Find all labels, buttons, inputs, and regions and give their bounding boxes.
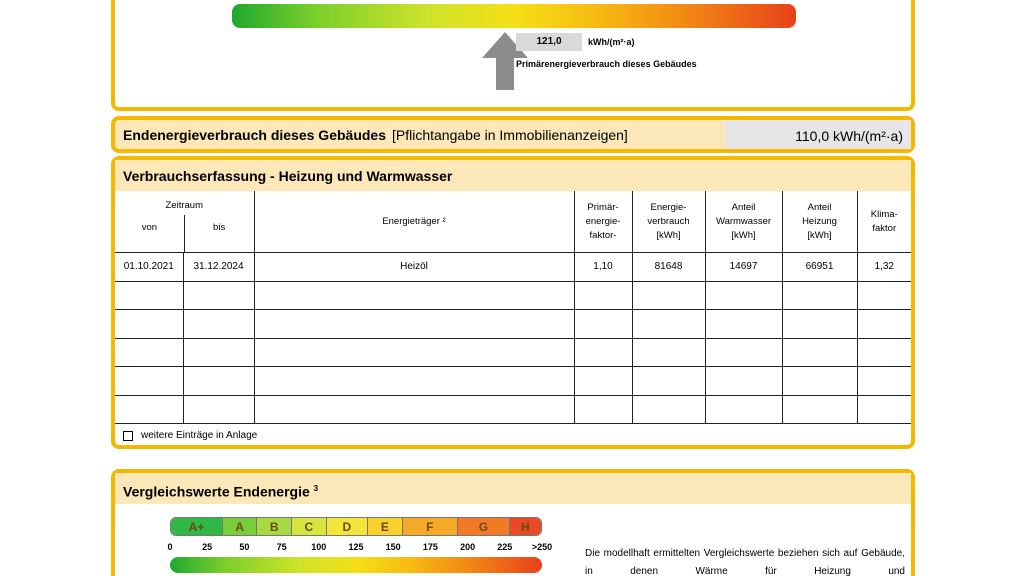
- cell-warmwasser: [705, 338, 782, 367]
- header-warmwasser: Anteil Warmwasser [kWh]: [705, 191, 782, 253]
- consumption-table: [115, 191, 911, 424]
- efficiency-class-a: A: [223, 518, 258, 535]
- table-row: [115, 281, 911, 310]
- header-energietraeger: Energieträger ²: [254, 191, 574, 253]
- comparison-title-text: Vergleichswerte Endenergie: [123, 483, 310, 500]
- cell-bis: [183, 367, 254, 396]
- cell-verbrauch: [632, 395, 705, 424]
- cell-heizung: [782, 367, 857, 396]
- more-entries-label: weitere Einträge in Anlage: [141, 430, 258, 441]
- primary-energy-caption: Primärenergieverbrauch dieses Gebäudes: [516, 59, 697, 69]
- cell-von: [115, 310, 183, 339]
- header-klima: Klima- faktor: [857, 191, 911, 253]
- cell-primaer: [574, 310, 632, 339]
- scale-tick-label: 150: [385, 542, 401, 552]
- cell-klima: [857, 367, 911, 396]
- final-energy-value: 110,0 kWh/(m²·a): [725, 120, 911, 149]
- cell-klima: [857, 310, 911, 339]
- cell-verbrauch: [632, 281, 705, 310]
- cell-warmwasser: [705, 395, 782, 424]
- table-row: [115, 395, 911, 424]
- primary-energy-unit: kWh/(m²·a): [588, 37, 635, 47]
- cell-bis: [183, 281, 254, 310]
- efficiency-class-a-plus: A+: [171, 518, 223, 535]
- cell-von: [115, 338, 183, 367]
- efficiency-class-h: H: [510, 518, 541, 535]
- cell-verbrauch: [632, 367, 705, 396]
- cell-von: [115, 395, 183, 424]
- cell-bis: [183, 310, 254, 339]
- scale-tick-label: 25: [202, 542, 213, 552]
- header-von: von: [115, 215, 185, 252]
- cell-verbrauch: 81648: [632, 253, 705, 282]
- cell-warmwasser: [705, 367, 782, 396]
- efficiency-class-b: B: [257, 518, 292, 535]
- cell-traeger: [254, 395, 574, 424]
- cell-primaer: [574, 367, 632, 396]
- table-row: [115, 310, 911, 339]
- cell-traeger: Heizöl: [254, 253, 574, 282]
- cell-primaer: [574, 281, 632, 310]
- header-primaer: Primär- energie- faktor-: [574, 191, 632, 253]
- scale-tick-label: 0: [167, 542, 173, 552]
- comparison-title-footnote: 3: [313, 484, 319, 493]
- primary-energy-gradient-bar: [232, 4, 796, 28]
- primary-energy-value: 121,0: [516, 33, 582, 51]
- comparison-gradient-bar: [170, 557, 542, 573]
- cell-warmwasser: [705, 310, 782, 339]
- final-energy-note: [Pflichtangabe in Immobilienanzeigen]: [392, 126, 628, 143]
- comparison-scale-tick-labels: [167, 542, 553, 554]
- header-zeitraum-label: Zeitraum: [165, 200, 203, 211]
- cell-verbrauch: [632, 338, 705, 367]
- scale-tick-label: >250: [531, 542, 553, 552]
- scale-tick-label: 200: [460, 542, 476, 552]
- cell-heizung: 66951: [782, 253, 857, 282]
- table-row: [115, 338, 911, 367]
- cell-primaer: 1,10: [574, 253, 632, 282]
- cell-klima: [857, 281, 911, 310]
- header-bis: bis: [213, 222, 226, 233]
- cell-von: 01.10.2021: [115, 253, 183, 282]
- more-entries-option[interactable]: [123, 430, 257, 441]
- consumption-title: Verbrauchserfassung - Heizung und Warmwasser: [115, 160, 911, 191]
- scale-tick-label: 50: [239, 542, 250, 552]
- cell-klima: [857, 395, 911, 424]
- header-verbrauch: Energie- verbrauch [kWh]: [632, 191, 705, 253]
- scale-tick-label: 100: [311, 542, 327, 552]
- cell-heizung: [782, 395, 857, 424]
- efficiency-class-c: C: [292, 518, 327, 535]
- cell-bis: [183, 338, 254, 367]
- final-energy-row: [111, 116, 915, 153]
- cell-klima: [857, 338, 911, 367]
- cell-traeger: [254, 367, 574, 396]
- cell-traeger: [254, 338, 574, 367]
- table-row: [115, 367, 911, 396]
- efficiency-class-d: D: [327, 518, 368, 535]
- cell-von: [115, 367, 183, 396]
- consumption-panel: [111, 156, 915, 449]
- cell-warmwasser: [705, 281, 782, 310]
- cell-klima: 1,32: [857, 253, 911, 282]
- cell-heizung: [782, 338, 857, 367]
- cell-von: [115, 281, 183, 310]
- cell-primaer: [574, 338, 632, 367]
- comparison-panel: [111, 469, 915, 576]
- scale-tick-label: 175: [422, 542, 438, 552]
- cell-heizung: [782, 310, 857, 339]
- cell-verbrauch: [632, 310, 705, 339]
- cell-traeger: [254, 281, 574, 310]
- scale-tick-label: 125: [348, 542, 364, 552]
- efficiency-class-g: G: [458, 518, 510, 535]
- cell-warmwasser: 14697: [705, 253, 782, 282]
- scale-tick-label: 225: [497, 542, 513, 552]
- comparison-description: Die modellhaft ermittelten Vergleichswerte beziehen sich auf Gebäude, in denen Wärme für Heizung und: [585, 548, 905, 576]
- cell-bis: 31.12.2024: [183, 253, 254, 282]
- comparison-title: [115, 473, 911, 504]
- final-energy-title: Endenergieverbrauch dieses Gebäudes: [123, 126, 386, 143]
- header-zeitraum: [115, 191, 254, 253]
- cell-bis: [183, 395, 254, 424]
- efficiency-class-f: F: [403, 518, 458, 535]
- more-entries-checkbox[interactable]: [123, 431, 133, 441]
- cell-heizung: [782, 281, 857, 310]
- table-header-row: [115, 191, 911, 253]
- cell-traeger: [254, 310, 574, 339]
- header-heizung: Anteil Heizung [kWh]: [782, 191, 857, 253]
- efficiency-class-bar: [170, 517, 542, 536]
- cell-primaer: [574, 395, 632, 424]
- table-row: [115, 253, 911, 282]
- primary-energy-panel: [111, 0, 915, 111]
- scale-tick-label: 75: [276, 542, 287, 552]
- efficiency-class-e: E: [368, 518, 403, 535]
